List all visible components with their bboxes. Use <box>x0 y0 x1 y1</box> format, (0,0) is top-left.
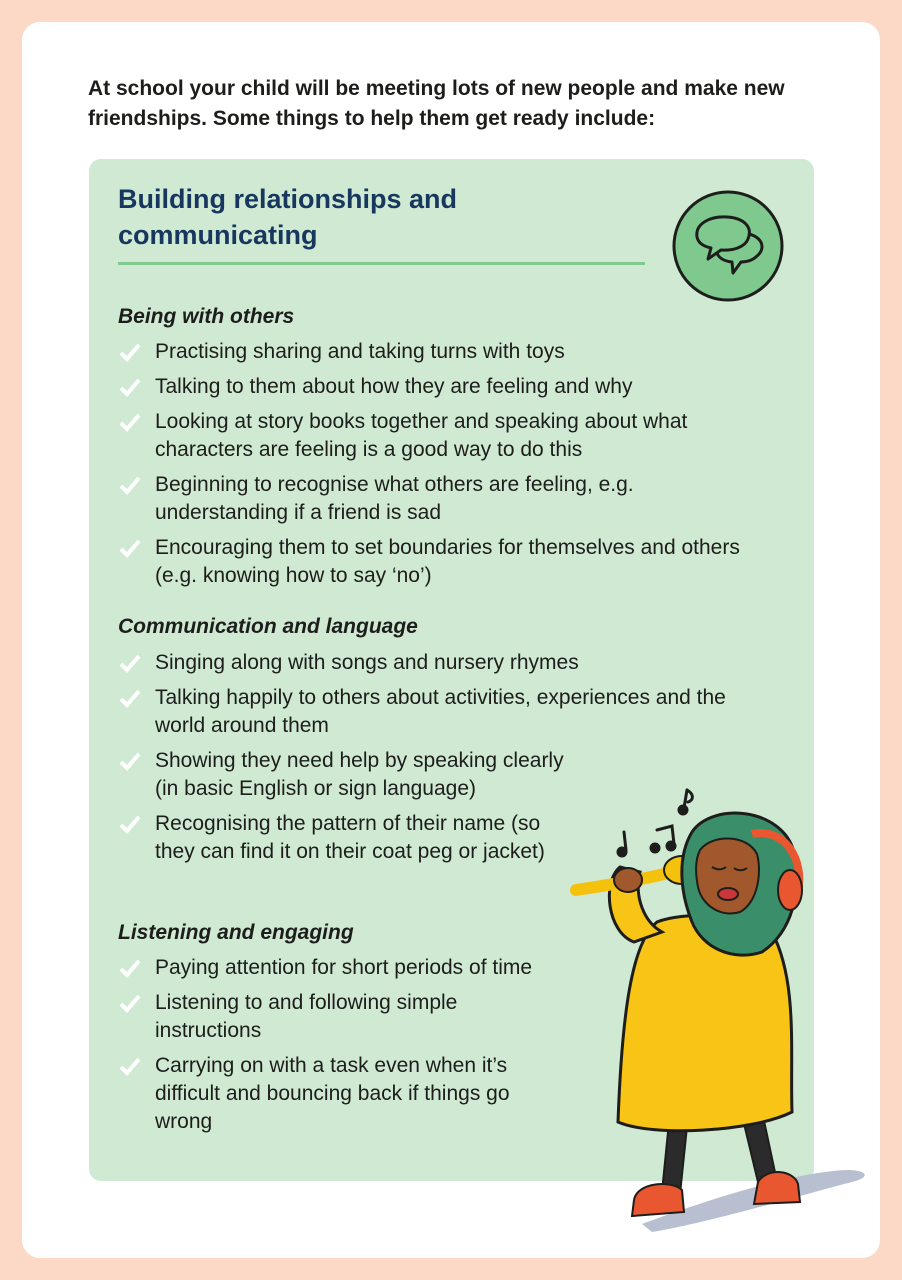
check-icon <box>118 956 142 980</box>
page <box>22 22 880 1258</box>
section-title-being-with-others: Being with others <box>118 305 295 328</box>
check-icon <box>118 473 142 497</box>
list-item: Carrying on with a task even when it’s difficult and bouncing back if things go wrong <box>118 1052 538 1136</box>
check-icon <box>118 651 142 675</box>
list-item: Talking to them about how they are feeling and why <box>118 373 758 401</box>
check-icon <box>118 991 142 1015</box>
section-title-listening: Listening and engaging <box>118 921 354 944</box>
list-item: Talking happily to others about activities, experiences and the world around them <box>118 684 758 740</box>
list-listening <box>118 954 538 1136</box>
check-icon <box>118 536 142 560</box>
check-icon <box>118 375 142 399</box>
list-item: Paying attention for short periods of time <box>118 954 538 982</box>
check-icon <box>118 749 142 773</box>
check-icon <box>118 1054 142 1078</box>
check-icon <box>118 812 142 836</box>
list-being-with-others <box>118 338 758 590</box>
list-item: Looking at story books together and speaking about what characters are feeling is a good way to do this <box>118 408 758 464</box>
check-icon <box>118 340 142 364</box>
card-title: Building relationships and communicating <box>118 184 458 250</box>
list-item: Encouraging them to set boundaries for themselves and others (e.g. knowing how to say ‘no’) <box>118 534 758 590</box>
speech-bubbles-icon <box>671 189 785 303</box>
list-item: Recognising the pattern of their name (so they can find it on their coat peg or jacket) <box>118 810 575 866</box>
check-icon <box>118 686 142 710</box>
check-icon <box>118 410 142 434</box>
girl-singing-with-headphones-illustration <box>562 772 882 1242</box>
list-item: Beginning to recognise what others are feeling, e.g. understanding if a friend is sad <box>118 471 758 527</box>
section-title-communication: Communication and language <box>118 615 418 638</box>
list-item: Singing along with songs and nursery rhymes <box>118 649 758 677</box>
list-item: Showing they need help by speaking clearly (in basic English or sign language) <box>118 747 585 803</box>
list-item: Practising sharing and taking turns with toys <box>118 338 758 366</box>
title-divider <box>118 262 645 265</box>
intro-text: At school your child will be meeting lots of new people and make new friendships. Some things to help them get ready include: <box>88 77 785 130</box>
list-item: Listening to and following simple instructions <box>118 989 538 1045</box>
